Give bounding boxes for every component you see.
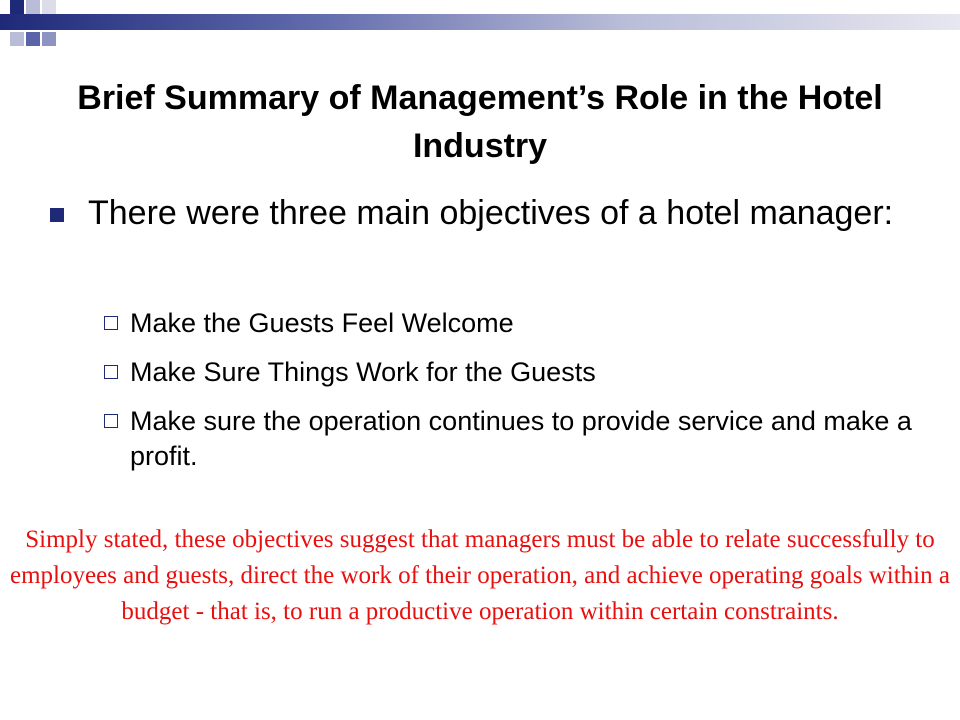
decor-square <box>26 0 40 14</box>
decor-square <box>42 0 56 14</box>
sub-bullet-item <box>104 404 924 474</box>
main-bullet-text: There were three main objectives of a hotel manager: <box>88 194 894 232</box>
sub-bullet-text: Make sure the operation continues to provide service and make a profit. <box>130 406 912 471</box>
decor-square <box>26 32 40 46</box>
summary-note: Simply stated, these objectives suggest that managers must be able to relate successfully to employees and guests, direct the work of their operation, and achieve operating goals within a budget - that is, to run a productive operation within certain constraints. <box>10 526 950 625</box>
hollow-square-bullet-icon <box>104 365 118 379</box>
main-bullet <box>50 190 910 236</box>
decor-square <box>10 0 24 14</box>
hollow-square-bullet-icon <box>104 316 118 330</box>
slide-title: Brief Summary of Management’s Role in the Hotel Industry <box>77 79 883 165</box>
sub-bullet-item <box>104 306 924 341</box>
sub-bullet-text: Make Sure Things Work for the Guests <box>130 357 596 387</box>
square-bullet-icon <box>50 208 64 222</box>
sub-bullet-text: Make the Guests Feel Welcome <box>130 308 514 338</box>
decor-square <box>42 32 56 46</box>
sub-bullet-list <box>104 306 924 488</box>
decor-square <box>10 32 24 46</box>
header-bar <box>0 14 960 30</box>
hollow-square-bullet-icon <box>104 414 118 428</box>
sub-bullet-item <box>104 355 924 390</box>
